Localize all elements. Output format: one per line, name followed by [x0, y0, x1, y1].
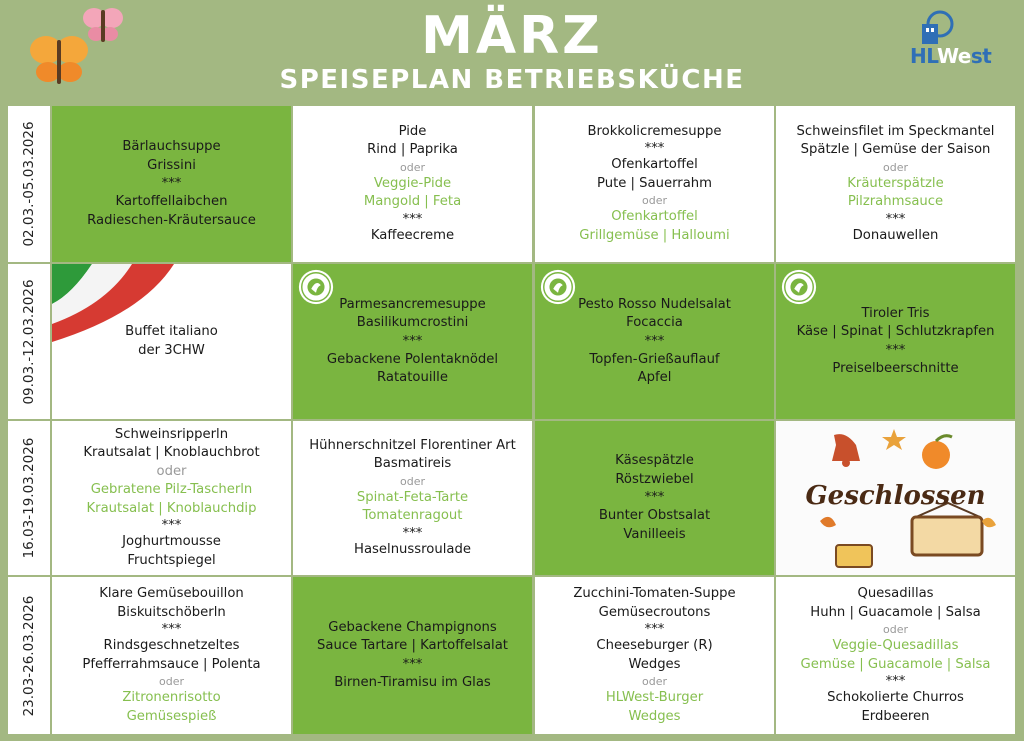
- menu-cell: [535, 106, 774, 262]
- dish-line: Pfefferrahmsauce | Polenta: [82, 656, 261, 672]
- vegetarian-badge-icon: [297, 268, 335, 306]
- page-title: MÄRZ: [421, 6, 603, 66]
- week-date-label: 09.03.-12.03.2026: [21, 278, 37, 405]
- dish-line: Kaffeecreme: [370, 227, 455, 243]
- week-date-label: 23.03-26.03.2026: [21, 595, 37, 716]
- dish-line: Pide: [398, 123, 427, 139]
- dish-line: Schokolierte Churros: [827, 690, 964, 705]
- dish-line: Bunter Obstsalat: [598, 508, 711, 523]
- italian-flag-icon: [52, 264, 176, 344]
- dish-line: Röstzwiebel: [615, 471, 694, 487]
- dish-line: Focaccia: [626, 315, 683, 330]
- dish-line: Rind | Paprika: [367, 142, 458, 158]
- alternative-label: oder: [158, 675, 184, 688]
- course-separator: ***: [885, 342, 906, 358]
- dish-line: Kräuterspätzle: [847, 175, 944, 191]
- dish-line: Krautsalat | Knoblauchbrot: [83, 445, 260, 461]
- dish-line: Wedges: [628, 708, 681, 724]
- dish-line: Huhn | Guacamole | Salsa: [810, 604, 981, 620]
- dish-line: Ofenkartoffel: [611, 157, 698, 173]
- dish-line: Pilzrahmsauce: [847, 194, 944, 210]
- page-subtitle: SPEISEPLAN BETRIEBSKÜCHE: [279, 65, 745, 95]
- dish-line: Radieschen-Kräutersauce: [87, 212, 256, 228]
- course-separator: ***: [644, 490, 665, 505]
- week-row: [8, 264, 1016, 419]
- dish-line: Erdbeeren: [861, 708, 930, 724]
- menu-cell: [776, 577, 1015, 734]
- week-date-label: 02.03.-05.03.2026: [21, 121, 37, 247]
- dish-line: Ofenkartoffel: [611, 209, 698, 225]
- course-separator: ***: [402, 211, 423, 227]
- week-date-cell: [8, 421, 50, 575]
- alternative-label: oder: [156, 463, 187, 479]
- menu-cell: [535, 577, 774, 734]
- dish-line: Gebackene Champignons: [328, 619, 497, 635]
- menu-grid: [8, 106, 1016, 734]
- menu-cell: [52, 264, 291, 419]
- dish-line: Topfen-Grießauflauf: [589, 351, 720, 367]
- course-separator: ***: [161, 622, 182, 637]
- week-row: [8, 106, 1016, 262]
- dish-line: Apfel: [637, 370, 672, 385]
- dish-line: Veggie-Quesadillas: [832, 638, 959, 653]
- course-separator: ***: [161, 518, 182, 534]
- menu-cell: [535, 264, 774, 419]
- menu-cell: [293, 421, 532, 575]
- dish-line: Schweinsfilet im Speckmantel: [796, 123, 995, 139]
- dish-line: Fruchtspiegel: [127, 552, 216, 568]
- vegetarian-badge-icon: [539, 268, 577, 306]
- dish-line: Grissini: [147, 157, 196, 173]
- dish-line: Haselnussroulade: [354, 541, 471, 557]
- dish-line: Tiroler Tris: [861, 305, 930, 321]
- alternative-label: oder: [399, 474, 425, 488]
- dish-line: Grillgemüse | Halloumi: [579, 227, 730, 243]
- dish-line: Gebackene Polentaknödel: [326, 351, 499, 367]
- dish-line: Schweinsripperln: [114, 426, 229, 442]
- dish-line: Bärlauchsuppe: [122, 139, 221, 154]
- dish-line: Brokkolicremesuppe: [587, 123, 722, 139]
- dish-line: Spinat-Feta-Tarte: [356, 489, 469, 505]
- menu-cell: [776, 264, 1015, 419]
- menu-cell: [52, 577, 291, 734]
- menu-cell: [52, 421, 291, 575]
- vegetarian-badge-icon: [780, 268, 818, 306]
- dish-line: Basmatireis: [373, 456, 452, 472]
- dish-line: Gebratene Pilz-Tascherln: [90, 482, 253, 498]
- course-separator: ***: [644, 141, 665, 157]
- dish-line: Quesadillas: [857, 586, 934, 601]
- dish-line: HLWest-Burger: [605, 690, 704, 705]
- dish-line: Mangold | Feta: [363, 194, 462, 210]
- dish-line: Sauce Tartare | Kartoffelsalat: [317, 638, 508, 654]
- alternative-label: oder: [882, 160, 908, 174]
- logo-wordmark: HLWest: [910, 44, 992, 68]
- menu-cell: [293, 106, 532, 262]
- dish-line: Pute | Sauerrahm: [596, 175, 712, 191]
- alternative-label: oder: [399, 160, 425, 174]
- dish-line: der 3CHW: [138, 342, 205, 358]
- dish-line: Birnen-Tiramisu im Glas: [334, 674, 491, 690]
- dish-line: Basilikumcrostini: [356, 315, 469, 330]
- course-separator: ***: [644, 622, 665, 637]
- dish-line: Klare Gemüsebouillon: [99, 586, 244, 601]
- dish-line: Parmesancremesuppe: [339, 296, 486, 312]
- dish-line: Krautsalat | Knoblauchdip: [86, 500, 257, 516]
- week-date-label: 16.03-19.03.2026: [21, 437, 37, 559]
- dish-line: Käsespätzle: [615, 453, 694, 468]
- closed-label: Geschlossen: [805, 481, 986, 511]
- dish-line: Zucchini-Tomaten-Suppe: [573, 586, 736, 601]
- menu-cell: [293, 264, 532, 419]
- course-separator: ***: [402, 525, 423, 541]
- week-date-cell: [8, 577, 50, 734]
- dish-line: Vanilleeis: [623, 526, 686, 542]
- dish-line: Tomatenragout: [362, 508, 463, 524]
- course-separator: ***: [885, 674, 906, 689]
- menu-cell: [52, 106, 291, 262]
- dish-line: Ratatouille: [377, 370, 448, 385]
- menu-cell: [293, 577, 532, 734]
- dish-line: Kartoffellaibchen: [115, 194, 228, 209]
- dish-line: Gemüse | Guacamole | Salsa: [800, 656, 991, 672]
- dish-line: Hühnerschnitzel Florentiner Art: [309, 437, 516, 453]
- course-separator: ***: [885, 211, 906, 227]
- dish-line: Rindsgeschnetzeltes: [103, 638, 240, 653]
- alternative-label: oder: [882, 623, 908, 636]
- alternative-label: oder: [641, 675, 667, 688]
- dish-line: Joghurtmousse: [122, 534, 221, 550]
- course-separator: ***: [161, 176, 182, 191]
- course-separator: ***: [644, 333, 665, 349]
- dish-line: Preiselbeerschnitte: [832, 360, 959, 376]
- week-row: [8, 421, 1016, 575]
- dish-line: Zitronenrisotto: [122, 690, 221, 705]
- dish-line: Käse | Spinat | Schlutzkrapfen: [796, 324, 995, 340]
- alternative-label: oder: [641, 194, 667, 208]
- dish-line: Spätzle | Gemüse der Saison: [800, 142, 991, 158]
- dish-line: Biskuitschöberln: [117, 604, 226, 620]
- dish-line: Buffet italiano: [125, 324, 218, 339]
- dish-line: Gemüsecroutons: [598, 604, 711, 620]
- dish-line: Cheeseburger (R): [596, 638, 713, 653]
- dish-line: Veggie-Pide: [373, 175, 452, 191]
- course-separator: ***: [402, 333, 423, 349]
- logo-building-icon: [916, 10, 956, 46]
- dish-line: Pesto Rosso Nudelsalat: [578, 296, 731, 312]
- menu-cell: [535, 421, 774, 575]
- hlwest-logo: [910, 10, 1014, 72]
- page-header: [0, 0, 1024, 104]
- course-separator: ***: [402, 656, 423, 672]
- week-date-cell: [8, 264, 50, 419]
- menu-cell: [776, 106, 1015, 262]
- dish-line: Wedges: [628, 656, 681, 672]
- dish-line: Donauwellen: [852, 227, 939, 243]
- menu-cell: [776, 421, 1015, 575]
- dish-line: Gemüsespieß: [126, 708, 217, 724]
- week-row: [8, 577, 1016, 734]
- week-date-cell: [8, 106, 50, 262]
